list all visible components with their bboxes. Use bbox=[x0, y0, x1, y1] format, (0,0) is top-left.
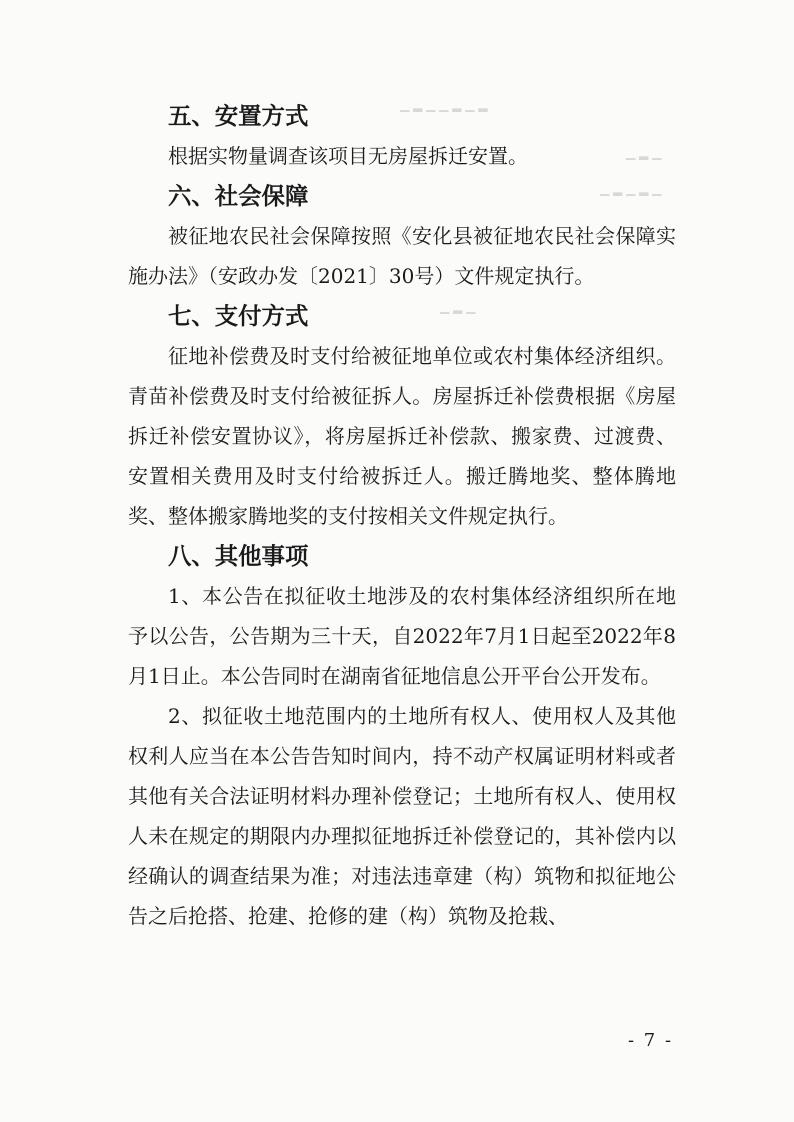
social-security-paragraph: 被征地农民社会保障按照《安化县被征地农民社会保障实施办法》（安政办发〔2021〕30号）文件规定执行。 bbox=[128, 224, 676, 288]
resettlement-paragraph: 根据实物量调查该项目无房屋拆迁安置。 bbox=[168, 144, 528, 168]
other-matters-paragraph-1: 1、本公告在拟征收土地涉及的农村集体经济组织所在地予以公告，公告期为三十天，自2022年7月1日起至2022年8月1日止。本公告同时在湖南省征地信息公开平台公开发布。 bbox=[128, 584, 676, 688]
bleed-through-text: ▁ ▂ ▁ ▂ ▁ bbox=[600, 182, 662, 196]
section-heading-resettlement: 五、安置方式 bbox=[168, 102, 309, 130]
page-number: - 7 - bbox=[628, 1030, 674, 1051]
document-body bbox=[128, 96, 676, 936]
section-heading-social-security: 六、社会保障 bbox=[168, 182, 309, 210]
other-matters-paragraph-2: 2、拟征收土地范围内的土地所有权人、使用权人及其他权利人应当在本公告告知时间内，持不动产权属证明材料或者其他有关合法证明材料办理补偿登记；土地所有权人、使用权人未在规定的期限内办理拟征地拆迁补偿登记的，其补偿内以经确认的调查结果为准；对违法违章建（构）筑物和拟征地公告之后抢搭、抢建、抢修的建（构）筑物及抢栽、 bbox=[128, 704, 676, 928]
bleed-through-text: ▁ ▂ ▁ bbox=[440, 300, 476, 314]
payment-method-paragraph: 征地补偿费及时支付给被征地单位或农村集体经济组织。青苗补偿费及时支付给被征拆人。房屋拆迁补偿费根据《房屋拆迁补偿安置协议》，将房屋拆迁补偿款、搬家费、过渡费、安置相关费用及时支付给被拆迁人。搬迁腾地奖、整体腾地奖、整体搬家腾地奖的支付按相关文件规定执行。 bbox=[128, 344, 676, 528]
bleed-through-text: ▁ ▂ ▁ ▁ ▂ ▁ ▂ bbox=[400, 98, 488, 112]
section-heading-other-matters: 八、其他事项 bbox=[168, 542, 309, 570]
bleed-through-text: ▁ ▂ ▁ bbox=[626, 146, 662, 160]
section-heading-payment-method: 七、支付方式 bbox=[168, 302, 309, 330]
